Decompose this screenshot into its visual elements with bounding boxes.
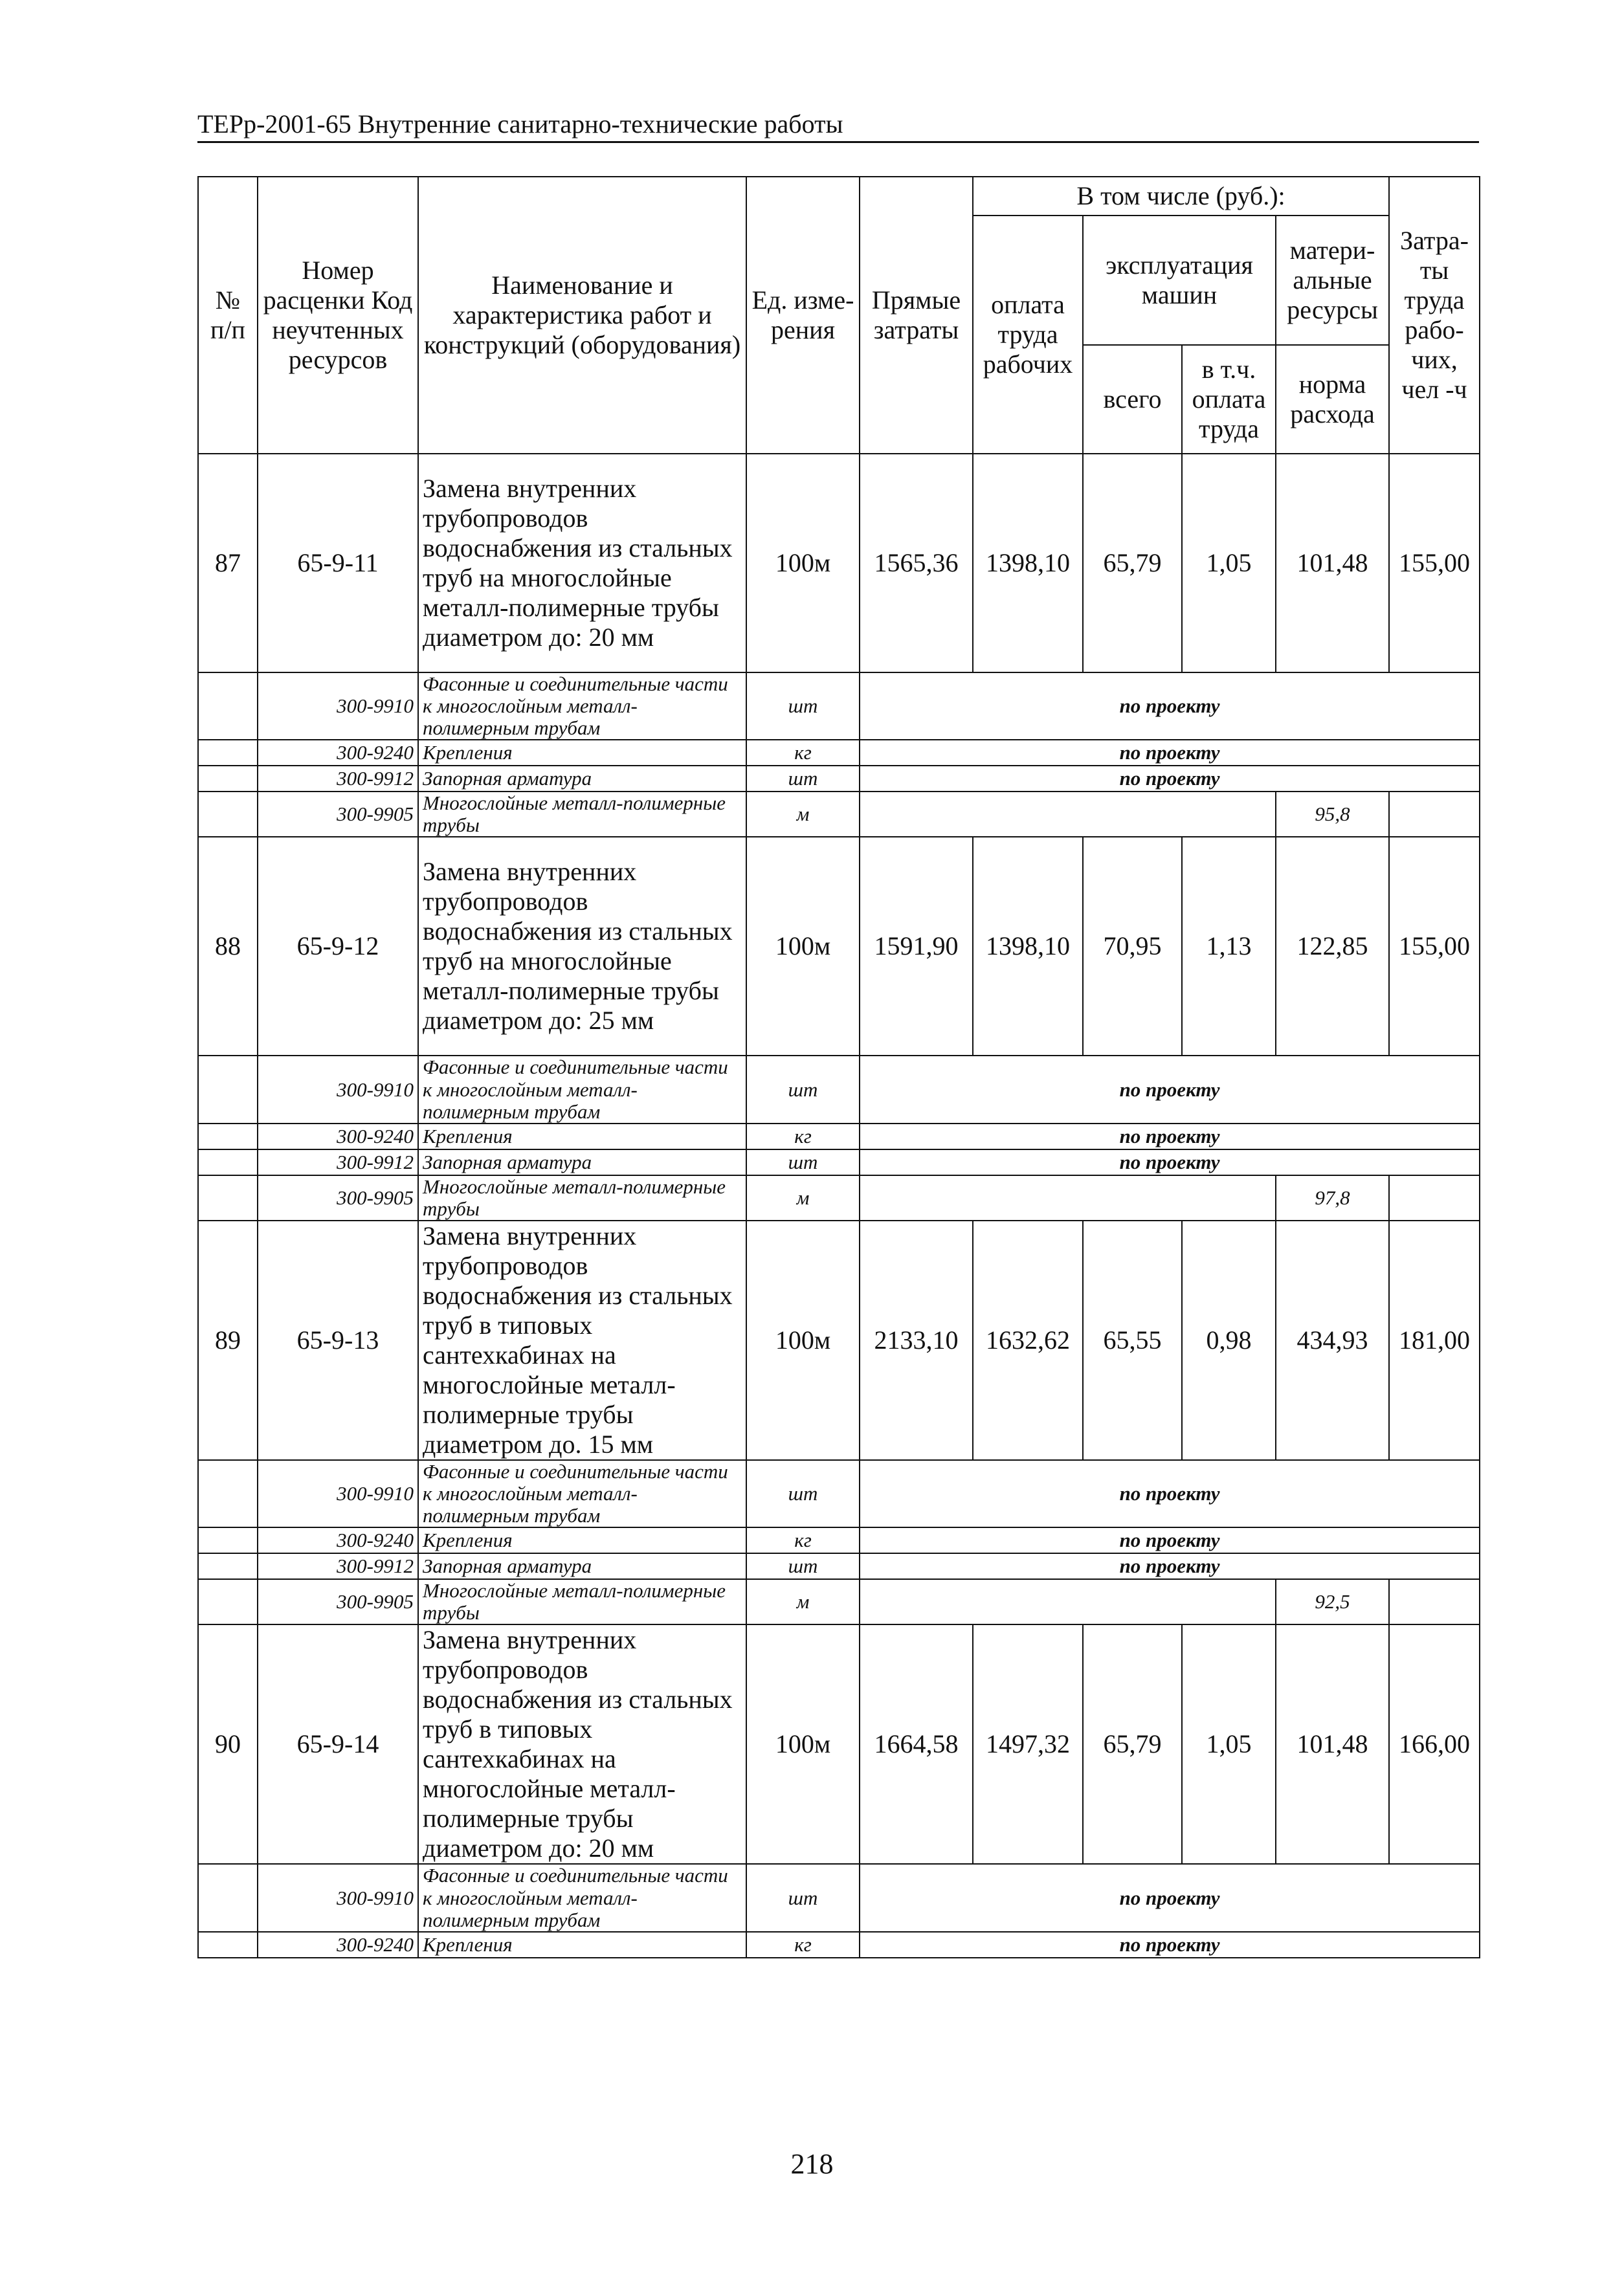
header-code: Номер расценки Код неучтенных ресурсов — [258, 177, 418, 454]
resource-row — [198, 1932, 1480, 1958]
cell-name: Замена внутренних трубопроводов водоснабжения из стальных труб на многослойные металл-полимерные трубы диаметром до: 25 мм — [418, 837, 746, 1056]
cell-labor: 1632,62 — [973, 1221, 1083, 1460]
resource-value: по проекту — [860, 1460, 1480, 1527]
resource-value: по проекту — [860, 740, 1480, 766]
resource-value: по проекту — [860, 1149, 1480, 1175]
cell-empty — [198, 792, 258, 837]
resource-unit: шт — [746, 1460, 860, 1527]
resource-value: по проекту — [860, 1864, 1480, 1931]
cell-empty — [198, 1149, 258, 1175]
cell-empty — [198, 766, 258, 792]
cell-laborcost: 166,00 — [1389, 1624, 1480, 1864]
cell-code: 65-9-11 — [258, 454, 418, 672]
resource-name: Запорная арматура — [418, 766, 746, 792]
resource-norm: 95,8 — [1276, 792, 1389, 837]
cell-num: 89 — [198, 1221, 258, 1460]
resource-name: Крепления — [418, 740, 746, 766]
cell-code: 65-9-12 — [258, 837, 418, 1056]
resource-code: 300-9905 — [258, 792, 418, 837]
cell-materials: 434,93 — [1276, 1221, 1389, 1460]
resource-row — [198, 1460, 1480, 1527]
header-name: Наименование и характеристика работ и конструкций (оборудования) — [418, 177, 746, 454]
cell-empty — [198, 1124, 258, 1149]
resource-code: 300-9912 — [258, 1553, 418, 1579]
cell-empty — [198, 1527, 258, 1553]
cell-machines-total: 65,55 — [1083, 1221, 1182, 1460]
cell-empty — [860, 792, 1276, 837]
header-materials: матери-альные ресурсы — [1276, 216, 1389, 345]
table-body — [198, 454, 1480, 1958]
resource-name: Крепления — [418, 1932, 746, 1958]
table-row — [198, 1624, 1480, 1864]
cell-machines-labor: 1,05 — [1182, 454, 1276, 672]
resource-code: 300-9905 — [258, 1579, 418, 1624]
header-num: № п/п — [198, 177, 258, 454]
resource-value: по проекту — [860, 1527, 1480, 1553]
header-machines-labor: в т.ч. оплата труда — [1182, 345, 1276, 454]
resource-row — [198, 1175, 1480, 1221]
cell-name: Замена внутренних трубопроводов водоснабжения из стальных труб на многослойные металл-полимерные трубы диаметром до: 20 мм — [418, 454, 746, 672]
resource-code: 300-9910 — [258, 1864, 418, 1931]
cell-direct: 1664,58 — [860, 1624, 973, 1864]
resource-code: 300-9240 — [258, 1124, 418, 1149]
resource-unit: м — [746, 1579, 860, 1624]
resource-unit: кг — [746, 1527, 860, 1553]
resource-code: 300-9910 — [258, 1056, 418, 1123]
cell-empty — [1389, 1579, 1480, 1624]
resource-code: 300-9905 — [258, 1175, 418, 1221]
cell-name: Замена внутренних трубопроводов водоснабжения из стальных труб в типовых сантехкабинах на многослойные металл-полимерные трубы диаметром до. 15 мм — [418, 1221, 746, 1460]
header-labor: оплата труда рабочих — [973, 216, 1083, 454]
cell-empty — [860, 1175, 1276, 1221]
cell-machines-labor: 1,13 — [1182, 837, 1276, 1056]
resource-code: 300-9912 — [258, 1149, 418, 1175]
cell-laborcost: 155,00 — [1389, 837, 1480, 1056]
cell-unit: 100м — [746, 837, 860, 1056]
resource-name: Многослойные металл-полимерные трубы — [418, 1175, 746, 1221]
resource-unit: шт — [746, 1864, 860, 1931]
resource-unit: шт — [746, 1056, 860, 1123]
resource-code: 300-9240 — [258, 1527, 418, 1553]
cell-materials: 101,48 — [1276, 1624, 1389, 1864]
resource-unit: шт — [746, 672, 860, 740]
resource-name: Многослойные металл-полимерные трубы — [418, 792, 746, 837]
table-row — [198, 454, 1480, 672]
resource-value: по проекту — [860, 1932, 1480, 1958]
resource-name: Крепления — [418, 1527, 746, 1553]
cell-empty — [198, 740, 258, 766]
cell-direct: 2133,10 — [860, 1221, 973, 1460]
resource-unit: кг — [746, 1932, 860, 1958]
cell-direct: 1591,90 — [860, 837, 973, 1056]
resource-row — [198, 766, 1480, 792]
cell-laborcost: 155,00 — [1389, 454, 1480, 672]
cell-machines-labor: 1,05 — [1182, 1624, 1276, 1864]
resource-norm: 97,8 — [1276, 1175, 1389, 1221]
resource-norm: 92,5 — [1276, 1579, 1389, 1624]
cell-materials: 101,48 — [1276, 454, 1389, 672]
resource-value: по проекту — [860, 672, 1480, 740]
cell-num: 88 — [198, 837, 258, 1056]
resource-name: Запорная арматура — [418, 1553, 746, 1579]
cell-empty — [198, 1460, 258, 1527]
cell-machines-labor: 0,98 — [1182, 1221, 1276, 1460]
resource-row — [198, 1527, 1480, 1553]
resource-unit: шт — [746, 766, 860, 792]
page-number: 218 — [790, 2148, 834, 2180]
cell-num: 87 — [198, 454, 258, 672]
cell-empty — [860, 1579, 1276, 1624]
resource-row — [198, 740, 1480, 766]
resource-row — [198, 1864, 1480, 1931]
cell-machines-total: 65,79 — [1083, 454, 1182, 672]
cell-unit: 100м — [746, 1221, 860, 1460]
header-machines: эксплуатация машин — [1083, 216, 1276, 345]
cell-labor: 1497,32 — [973, 1624, 1083, 1864]
resource-code: 300-9240 — [258, 740, 418, 766]
cell-empty — [198, 1056, 258, 1123]
cell-code: 65-9-13 — [258, 1221, 418, 1460]
resource-row — [198, 672, 1480, 740]
cell-labor: 1398,10 — [973, 837, 1083, 1056]
cell-empty — [198, 1864, 258, 1931]
resource-unit: шт — [746, 1553, 860, 1579]
resource-name: Фасонные и соединительные части к многослойным металл-полимерным трубам — [418, 1864, 746, 1931]
resource-unit: кг — [746, 1124, 860, 1149]
cell-name: Замена внутренних трубопроводов водоснабжения из стальных труб в типовых сантехкабинах на многослойные металл-полимерные трубы диаметром до: 20 мм — [418, 1624, 746, 1864]
page-header: ТЕРр-2001-65 Внутренние санитарно-технические работы — [197, 109, 843, 138]
resource-code: 300-9240 — [258, 1932, 418, 1958]
resource-unit: м — [746, 792, 860, 837]
resource-name: Многослойные металл-полимерные трубы — [418, 1579, 746, 1624]
cell-machines-total: 65,79 — [1083, 1624, 1182, 1864]
resource-value: по проекту — [860, 766, 1480, 792]
resource-name: Фасонные и соединительные части к многослойным металл-полимерным трубам — [418, 1460, 746, 1527]
header-laborcost: Затра-ты труда рабо-чих, чел -ч — [1389, 177, 1480, 454]
header-direct: Прямые затраты — [860, 177, 973, 454]
resource-value: по проекту — [860, 1553, 1480, 1579]
cell-direct: 1565,36 — [860, 454, 973, 672]
resource-row — [198, 1553, 1480, 1579]
resource-value: по проекту — [860, 1124, 1480, 1149]
header-rule — [197, 141, 1479, 143]
header-group: В том числе (руб.): — [973, 177, 1389, 216]
resource-row — [198, 792, 1480, 837]
resource-unit: кг — [746, 740, 860, 766]
resource-name: Крепления — [418, 1124, 746, 1149]
resource-row — [198, 1124, 1480, 1149]
resource-name: Фасонные и соединительные части к многослойным металл-полимерным трубам — [418, 672, 746, 740]
resource-code: 300-9912 — [258, 766, 418, 792]
resource-unit: шт — [746, 1149, 860, 1175]
resource-code: 300-9910 — [258, 672, 418, 740]
header-norm: норма расхода — [1276, 345, 1389, 454]
cell-code: 65-9-14 — [258, 1624, 418, 1864]
cell-machines-total: 70,95 — [1083, 837, 1182, 1056]
table-row — [198, 1221, 1480, 1460]
resource-name: Фасонные и соединительные части к многослойным металл-полимерным трубам — [418, 1056, 746, 1123]
cell-unit: 100м — [746, 1624, 860, 1864]
cell-empty — [198, 1553, 258, 1579]
cell-unit: 100м — [746, 454, 860, 672]
cell-empty — [198, 1175, 258, 1221]
cell-empty — [1389, 1175, 1480, 1221]
header-unit: Ед. изме-рения — [746, 177, 860, 454]
cell-laborcost: 181,00 — [1389, 1221, 1480, 1460]
resource-row — [198, 1579, 1480, 1624]
cell-num: 90 — [198, 1624, 258, 1864]
resource-row — [198, 1149, 1480, 1175]
cell-empty — [198, 1932, 258, 1958]
header-machines-total: всего — [1083, 345, 1182, 454]
resource-row — [198, 1056, 1480, 1123]
resource-value: по проекту — [860, 1056, 1480, 1123]
cell-empty — [1389, 792, 1480, 837]
cell-materials: 122,85 — [1276, 837, 1389, 1056]
resource-name: Запорная арматура — [418, 1149, 746, 1175]
cell-empty — [198, 1579, 258, 1624]
rates-table — [197, 176, 1480, 1958]
cell-labor: 1398,10 — [973, 454, 1083, 672]
cell-empty — [198, 672, 258, 740]
resource-unit: м — [746, 1175, 860, 1221]
resource-code: 300-9910 — [258, 1460, 418, 1527]
table-row — [198, 837, 1480, 1056]
